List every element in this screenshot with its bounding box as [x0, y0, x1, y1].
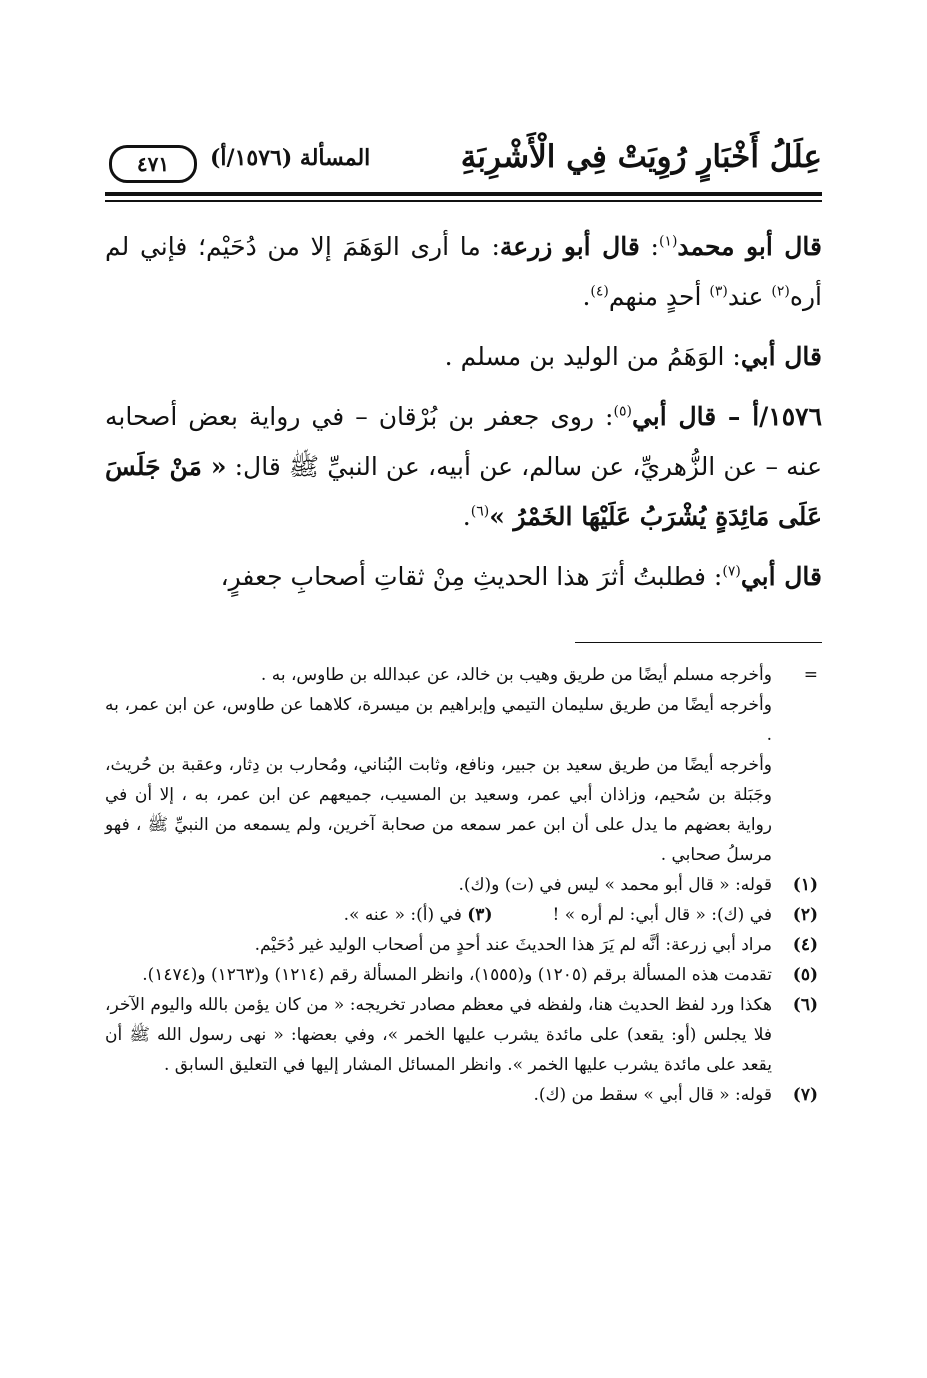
footnote-line: وأخرجه مسلم أيضًا من طريق وهيب بن خالد، عن عبدالله بن طاوس، به .: [260, 665, 772, 685]
body-text: أحدٍ منهم: [608, 282, 710, 311]
speaker-label: قال أبي: [740, 562, 822, 591]
footnote-ref: (٢): [771, 283, 790, 300]
header-rule-thick: [105, 192, 822, 196]
footnote-ref: (٦): [470, 503, 490, 520]
footnote-line: وأخرجه أيضًا من طريق سعيد بن جبير، ونافع، وثابت البُناني، ومُحارب بن دِثار، وعقبة بن حُريث، وجَبَلة بن سُحيم، وزاذان أبي عمر، وسعيد بن المسيب، جميعهم عن ابن عمر، به ، إلا أن في رواية بعضهم ما يدل على أن ابن عمر سمعه من صحابة آخرين، ولم يسمعه من النبيِّ ﷺ ، فهو مرسلُ صحابي .: [105, 755, 772, 865]
body-text: : فطلبتُ أثرَ هذا الحديثِ مِنْ ثقاتِ أصحابِ جعفرٍ،: [220, 562, 723, 591]
footnote-text: قوله: « قال أبو محمد » ليس في (ت) و(ك).: [458, 875, 772, 895]
footnote-3-text: في (أ): « عنه ».: [343, 905, 462, 925]
paragraph-3: [105, 392, 822, 542]
footnotes: [105, 660, 822, 1110]
footnote-1: [105, 870, 822, 900]
paragraph-2: [105, 332, 822, 382]
issue-heading: ١٥٧٦/أ – قال أبي: [631, 402, 822, 431]
continuation-mark: =: [803, 665, 818, 685]
paragraph-4: [105, 552, 822, 602]
footnote-separator: [575, 642, 822, 643]
footnote-number: (١): [792, 875, 818, 895]
footnote-ref: (١): [658, 233, 678, 250]
header-rule-thin: [105, 200, 822, 202]
paragraph-1: [105, 222, 822, 322]
footnote-text: هكذا ورد لفظ الحديث هنا، ولفظه في معظم مصادر تخريجه: « من كان يؤمن بالله واليوم الآخر، فلا يجلس (أو: يقعد) على مائدة يشرب عليها الخمر »، وفي بعضها: « نهى رسول الله ﷺ أن يقعد على مائدة يشرب عليها الخمر ». وانظر المسائل المشار إليها في التعليق السابق .: [105, 995, 772, 1075]
issue-label: المسألة (١٥٧٦/أ): [210, 145, 371, 171]
footnote-2-3: [105, 900, 822, 930]
footnote-2-text: في (ك): « قال أبي: لم أره » !: [552, 905, 772, 925]
footnote-text: مراد أبي زرعة: أنَّه لم يَرَ هذا الحديثَ عند أحدٍ من أصحاب الوليد غير دُحَيْم.: [254, 935, 772, 955]
separator: :: [639, 232, 659, 261]
footnote-number: (٥): [792, 965, 818, 985]
footnote-3-number: [344, 905, 493, 925]
hadith-quote: « مَنْ جَلَسَ عَلَى مَائِدَةٍ يُشْرَبُ عَلَيْهَا الخَمْرُ »: [105, 452, 822, 531]
body-text: : الوَهَمُ من الوليد بن مسلم .: [444, 342, 741, 371]
speaker-label: قال أبو زرعة: [499, 232, 640, 261]
speaker-label: قال أبو محمد: [677, 232, 822, 261]
footnote-number: (٧): [792, 1085, 818, 1105]
footnote-6: [105, 990, 822, 1080]
footnote-continuation: [105, 660, 822, 870]
footnote-number: (٢): [792, 905, 818, 925]
running-title: عِلَلُ أَخْبَارٍ رُوِيَتْ فِي الْأَشْرِبَةِ: [460, 139, 822, 175]
footnote-number: (٦): [792, 995, 818, 1015]
body-text: عند: [727, 282, 772, 311]
page-number: ٤٧١: [109, 145, 197, 183]
speaker-label: قال أبي: [740, 342, 822, 371]
body-text: : ما أرى الوَهَمَ إلا من دُحَيْم؛ فإني لم أره: [105, 232, 822, 311]
body-text: : روى جعفر بن بُرْقان – في رواية بعض أصحابه عنه – عن الزُّهريِّ، عن سالم، عن أبيه، عن النبيِّ ﷺ قال:: [105, 402, 823, 481]
footnote-ref: (٤): [590, 283, 609, 300]
footnote-number: (٤): [792, 935, 818, 955]
footnote-ref: (٥): [613, 403, 632, 420]
footnote-text: قوله: « قال أبي » سقط من (ك).: [533, 1085, 772, 1105]
main-text: [105, 222, 822, 602]
footnote-ref: (٣): [709, 283, 728, 300]
footnote-line: وأخرجه أيضًا من طريق سليمان التيمي وإبراهيم بن ميسرة، كلاهما عن طاوس، عن ابن عمر، به .: [105, 695, 772, 745]
footnote-ref: (٧): [722, 563, 741, 580]
body-text: .: [582, 282, 591, 311]
footnote-5: [105, 960, 822, 990]
footnote-4: [105, 930, 822, 960]
footnote-7: [105, 1080, 822, 1110]
footnote-number: (٣): [467, 905, 493, 925]
footnote-text: تقدمت هذه المسألة برقم (١٢٠٥) و(١٥٥٥)، وانظر المسألة رقم (١٢١٤) و(١٢٦٣) و(١٤٧٤).: [142, 965, 772, 985]
page-header: [105, 135, 822, 185]
body-text: .: [462, 502, 471, 531]
footnote-text: [105, 900, 772, 930]
